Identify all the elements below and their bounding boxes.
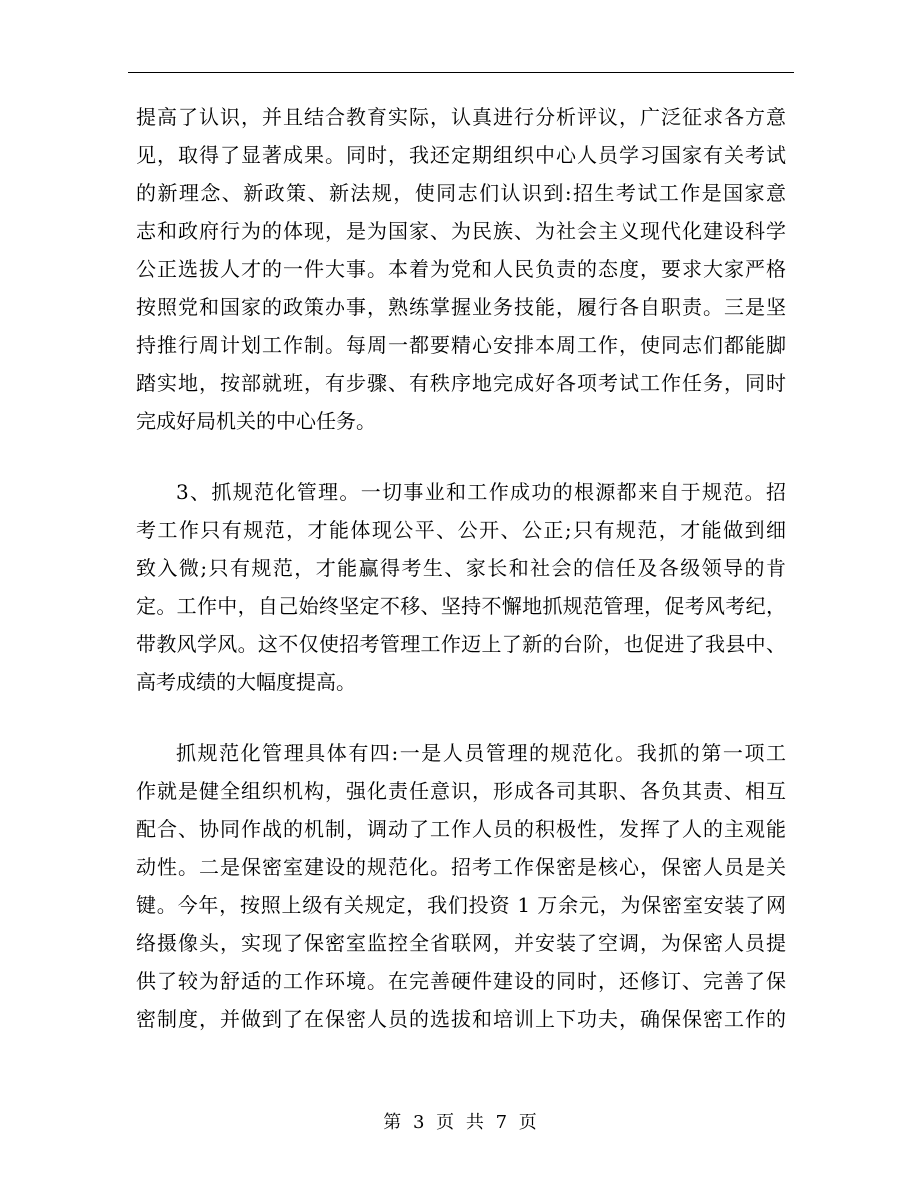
text-line: 持推行周计划工作制。每周一都要精心安排本周工作，使同志们都能脚	[136, 333, 786, 357]
paragraph	[136, 98, 786, 440]
text-line: 键。今年，按照上级有关规定，我们投资 1 万余元，为保密室安装了网	[136, 893, 786, 917]
document-body	[136, 98, 786, 1038]
text-line: 的新理念、新政策、新法规，使同志们认识到:招生考试工作是国家意	[136, 181, 786, 205]
text-line: 见，取得了显著成果。同时，我还定期组织中心人员学习国家有关考试	[136, 143, 786, 167]
paragraph	[136, 734, 786, 1038]
text-line: 定。工作中，自己始终坚定不移、坚持不懈地抓规范管理，促考风考纪，	[136, 594, 786, 618]
text-line: 公正选拔人才的一件大事。本着为党和人民负责的态度，要求大家严格	[136, 257, 786, 281]
paragraph-spacer	[136, 701, 786, 734]
text-line: 带教风学风。这不仅使招考管理工作迈上了新的台阶，也促进了我县中、	[136, 632, 786, 656]
text-line: 络摄像头，实现了保密室监控全省联网，并安装了空调，为保密人员提	[136, 931, 786, 955]
text-line: 踏实地，按部就班，有步骤、有秩序地完成好各项考试工作任务，同时	[136, 371, 786, 395]
text-line: 供了较为舒适的工作环境。在完善硬件建设的同时，还修订、完善了保	[136, 969, 786, 993]
text-line: 动性。二是保密室建设的规范化。招考工作保密是核心，保密人员是关	[136, 855, 786, 879]
paragraph	[136, 473, 786, 701]
text-line: 提高了认识，并且结合教育实际，认真进行分析评议，广泛征求各方意	[136, 105, 786, 129]
text-line: 配合、协同作战的机制，调动了工作人员的积极性，发挥了人的主观能	[136, 817, 786, 841]
header-rule	[128, 72, 794, 73]
page-number-footer: 第 3 页 共 7 页	[383, 1112, 537, 1133]
text-line: 高考成绩的大幅度提高。	[136, 670, 356, 694]
paragraph-spacer	[136, 440, 786, 473]
text-line: 按照党和国家的政策办事，熟练掌握业务技能，履行各自职责。三是坚	[136, 295, 786, 319]
text-line: 考工作只有规范，才能体现公平、公开、公正;只有规范，才能做到细	[136, 518, 786, 542]
text-line: 完成好局机关的中心任务。	[136, 409, 376, 433]
text-line: 抓规范化管理具体有四:一是人员管理的规范化。我抓的第一项工	[176, 741, 786, 765]
text-line: 志和政府行为的体现，是为国家、为民族、为社会主义现代化建设科学	[136, 219, 786, 243]
text-line: 作就是健全组织机构，强化责任意识，形成各司其职、各负其责、相互	[136, 779, 786, 803]
text-line: 3、抓规范化管理。一切事业和工作成功的根源都来自于规范。招	[176, 480, 786, 504]
text-line: 致入微;只有规范，才能赢得考生、家长和社会的信任及各级领导的肯	[136, 556, 786, 580]
text-line: 密制度，并做到了在保密人员的选拔和培训上下功夫，确保保密工作的	[136, 1007, 786, 1031]
